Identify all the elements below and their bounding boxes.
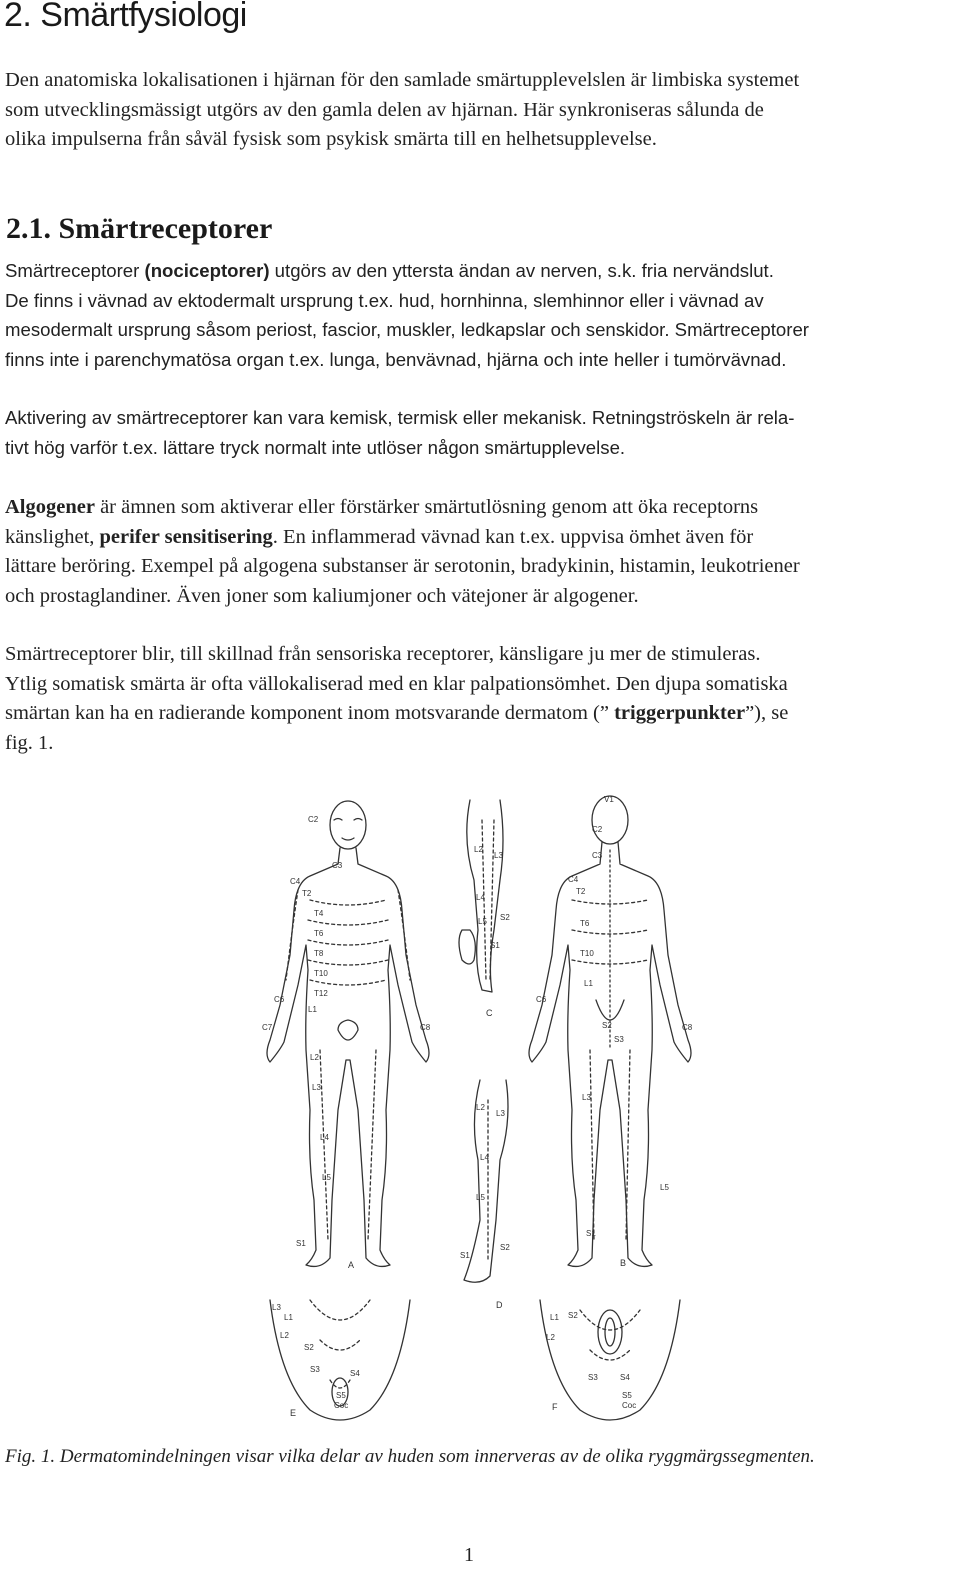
dermatome-label: T10 (314, 969, 328, 978)
panel-label: A (348, 1260, 355, 1270)
sensitivity-paragraph (5, 640, 960, 758)
text-run: är ämnen som aktiverar eller förstärker smärtutlösning genom att öka receptorns (94, 496, 759, 518)
panel-label: D (496, 1300, 503, 1310)
intro-paragraph (5, 66, 960, 155)
paragraph-line: Smärtreceptorer blir, till skillnad från sensoriska receptorer, känsligare ju mer de stimuleras. (5, 643, 761, 665)
dermatome-label: S4 (350, 1369, 360, 1378)
dermatome-label: L2 (280, 1331, 289, 1340)
dermatome-label: T10 (580, 949, 594, 958)
paragraph-line: fig. 1. (5, 731, 54, 754)
receptors-paragraph (5, 256, 960, 374)
paragraph-line: mesodermalt ursprung såsom periost, fascior, muskler, ledkapslar och senskidor. Smärtreceptorer (5, 319, 809, 341)
dermatome-label: S1 (460, 1251, 470, 1260)
dermatome-label: L2 (310, 1053, 319, 1062)
back-body-outline (529, 796, 691, 1266)
page-number: 1 (464, 1544, 474, 1566)
dermatome-label: L5 (660, 1183, 669, 1192)
text-run: . En inflammerad vävnad kan t.ex. uppvisa ömhet även för (272, 525, 754, 548)
algogens-paragraph (5, 493, 960, 611)
paragraph-line: De finns i vävnad av ektodermalt ursprung t.ex. hud, hornhinna, slemhinnor eller i vävnad av (5, 289, 764, 311)
dermatome-label: S2 (568, 1311, 578, 1320)
dermatome-label: L3 (494, 851, 503, 860)
dermatome-label: C2 (308, 815, 319, 824)
dermatome-label: S2 (304, 1343, 314, 1352)
bold-term: (nociceptorer) (144, 260, 270, 281)
paragraph-line: lättare beröring. Exempel på algogena substanser är serotonin, bradykinin, histamin, leukotriener (5, 555, 800, 578)
dermatome-label: L4 (320, 1133, 329, 1142)
paragraph-line (5, 493, 960, 523)
dermatome-label: L3 (272, 1303, 281, 1312)
dermatome-label: C3 (332, 861, 343, 870)
dermatome-label: L1 (308, 1005, 317, 1014)
paragraph-line: Ytlig somatisk smärta är ofta vällokaliserad med en klar palpationsömhet. Den djupa somatiska (5, 672, 788, 695)
dermatome-label: C4 (568, 875, 579, 884)
lateral-d-labels (460, 1103, 510, 1310)
paragraph-line: tivt hög varför t.ex. lättare tryck normalt inte utlöser någon smärtupplevelse. (5, 436, 626, 458)
panel-label: F (552, 1402, 558, 1412)
dermatome-label: T2 (302, 889, 312, 898)
dermatome-label: S4 (620, 1373, 630, 1382)
dermatome-label: C3 (592, 851, 603, 860)
dermatome-label: T2 (576, 887, 586, 896)
perineum-f-outline (540, 1300, 680, 1420)
dermatome-label: S3 (310, 1365, 320, 1374)
dermatome-label: L2 (476, 1103, 485, 1112)
paragraph-line (5, 523, 960, 553)
front-body-outline (267, 801, 429, 1266)
dermatome-label: S1 (490, 941, 500, 950)
dermatome-label: S1 (586, 1229, 596, 1238)
bold-term: perifer sensitisering (99, 525, 273, 548)
dermatome-label: T6 (314, 929, 324, 938)
dermatome-label: C2 (592, 825, 603, 834)
dermatome-label: S2 (500, 1243, 510, 1252)
dermatome-label: L5 (478, 917, 487, 926)
paragraph-line: finns inte i parenchymatösa organ t.ex. lunga, benvävnad, hjärna och inte heller i tumörvävnad. (5, 348, 787, 370)
dermatome-label: S2 (500, 913, 510, 922)
activation-paragraph (5, 403, 960, 462)
dermatome-label: S3 (588, 1373, 598, 1382)
text-run: smärtan kan ha en radierande komponent inom motsvarande dermatom (” (5, 702, 615, 725)
dermatome-label: S3 (614, 1035, 624, 1044)
figure-caption: Fig. 1. Dermatomindelningen visar vilka delar av huden som innerveras av de olika ryggmärgssegmenten. (5, 1446, 815, 1467)
dermatome-label: L3 (582, 1093, 591, 1102)
panel-label: C (486, 1008, 493, 1018)
dermatome-label: S5 (336, 1391, 346, 1400)
dermatome-label: C8 (420, 1023, 431, 1032)
dermatome-label: L2 (474, 845, 483, 854)
intro-line: Den anatomiska lokalisationen i hjärnan för den samlade smärtupplevelslen är limbiska systemet (5, 69, 800, 91)
bold-term: Algogener (5, 496, 95, 518)
dermatome-label: L1 (584, 979, 593, 988)
dermatome-label: S1 (296, 1239, 306, 1248)
panel-label: B (620, 1258, 627, 1268)
text-run: Smärtreceptorer (5, 260, 145, 281)
dermatome-figure (250, 780, 720, 1430)
dermatome-label: V1 (604, 795, 614, 804)
dermatome-label: C7 (262, 1023, 273, 1032)
dermatome-label: C6 (274, 995, 285, 1004)
dermatome-label: S5 (622, 1391, 632, 1400)
dermatome-label: L5 (322, 1173, 331, 1182)
dermatome-label: L5 (476, 1193, 485, 1202)
dermatome-label: T8 (314, 949, 324, 958)
dermatome-label: T12 (314, 989, 328, 998)
dermatome-label: L3 (496, 1109, 505, 1118)
intro-line: som utvecklingsmässigt utgörs av den gamla delen av hjärnan. Här synkroniseras sålunda de (5, 98, 764, 121)
dermatome-label: L1 (284, 1313, 293, 1322)
dermatome-label: C4 (290, 877, 301, 886)
dermatome-label: Coc (334, 1401, 349, 1410)
paragraph-line: Aktivering av smärtreceptorer kan vara kemisk, termisk eller mekanisk. Retningströskeln är rela- (5, 407, 795, 428)
dermatome-label: T4 (314, 909, 324, 918)
dermatome-label: L2 (546, 1333, 555, 1342)
dermatome-label: L1 (550, 1313, 559, 1322)
paragraph-line: och prostaglandiner. Även joner som kaliumjoner och vätejoner är algogener. (5, 584, 639, 607)
dermatome-label: L3 (312, 1083, 321, 1092)
section-heading: 2. Smärtfysiologi (4, 0, 247, 34)
paragraph-line (5, 256, 960, 286)
dermatome-label: T6 (580, 919, 590, 928)
dermatome-label: C6 (536, 995, 547, 1004)
intro-line: olika impulserna från såväl fysisk som psykisk smärta till en helhetsupplevelse. (5, 128, 657, 151)
back-segment-labels (536, 795, 693, 1268)
text-run: ”), se (745, 702, 789, 725)
dermatome-label: L4 (480, 1153, 489, 1162)
dermatome-label: Coc (622, 1401, 637, 1410)
panel-label: E (290, 1408, 297, 1418)
dermatome-label: L4 (476, 893, 485, 902)
front-segment-labels (262, 815, 431, 1270)
perineum-e-labels (272, 1303, 360, 1418)
text-run: utgörs av den yttersta ändan av nerven, s.k. fria nervändslut. (269, 260, 774, 281)
subsection-heading: 2.1. Smärtreceptorer (6, 212, 273, 245)
dermatome-label: C8 (682, 1023, 693, 1032)
paragraph-line (5, 699, 960, 729)
bold-term: triggerpunkter (614, 702, 746, 725)
dermatome-label: S2 (602, 1021, 612, 1030)
text-run: känslighet, (5, 525, 100, 548)
